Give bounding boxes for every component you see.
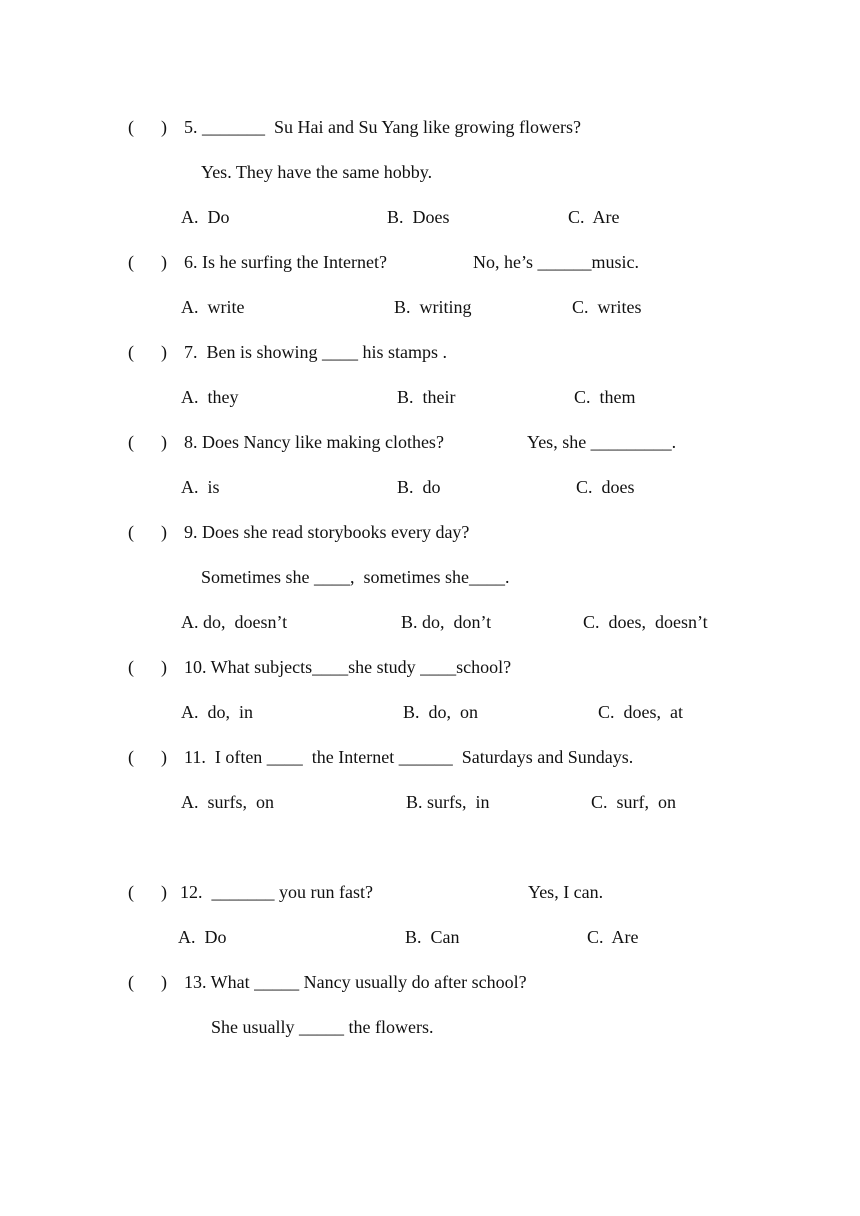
- option-a: A. they: [181, 387, 239, 407]
- option-b: B. surfs, in: [406, 792, 490, 812]
- question-continuation: She usually _____ the flowers.: [211, 1017, 434, 1037]
- answer-bracket[interactable]: ( ): [128, 522, 167, 542]
- option-a: A. do, in: [181, 702, 253, 722]
- option-c: C. Are: [587, 927, 639, 947]
- question-text: 8. Does Nancy like making clothes?: [184, 432, 444, 452]
- question-response: Yes, I can.: [528, 882, 604, 902]
- question-text: 12. _______ you run fast?: [180, 882, 373, 902]
- option-c: C. them: [574, 387, 636, 407]
- answer-bracket[interactable]: ( ): [128, 342, 167, 362]
- answer-bracket[interactable]: ( ): [128, 882, 167, 902]
- answer-bracket[interactable]: ( ): [128, 432, 167, 452]
- question-text: 9. Does she read storybooks every day?: [184, 522, 470, 542]
- question-response: No, he’s ______music.: [473, 252, 639, 272]
- question-response: Yes, she _________.: [527, 432, 677, 452]
- option-c: C. does, at: [598, 702, 683, 722]
- option-a: A. do, doesn’t: [181, 612, 288, 632]
- option-c: C. does, doesn’t: [583, 612, 708, 632]
- option-a: A. Do: [181, 207, 230, 227]
- option-c: C. Are: [568, 207, 620, 227]
- option-b: B. do: [397, 477, 441, 497]
- question-text: 6. Is he surfing the Internet?: [184, 252, 387, 272]
- option-b: B. do, on: [403, 702, 479, 722]
- option-c: C. does: [576, 477, 635, 497]
- option-b: B. their: [397, 387, 456, 407]
- answer-bracket[interactable]: ( ): [128, 747, 167, 767]
- question-text: 10. What subjects____she study ____school?: [184, 657, 512, 677]
- question-continuation: Sometimes she ____, sometimes she____.: [201, 567, 510, 587]
- question-continuation: Yes. They have the same hobby.: [201, 162, 433, 182]
- option-b: B. do, don’t: [401, 612, 492, 632]
- option-c: C. writes: [572, 297, 642, 317]
- question-text: 7. Ben is showing ____ his stamps .: [184, 342, 448, 362]
- option-b: B. Does: [387, 207, 450, 227]
- option-b: B. writing: [394, 297, 472, 317]
- question-text: 5. _______ Su Hai and Su Yang like growing flowers?: [184, 117, 581, 137]
- answer-bracket[interactable]: ( ): [128, 972, 167, 992]
- question-text: 11. I often ____ the Internet ______ Saturdays and Sundays.: [184, 747, 634, 767]
- question-text: 13. What _____ Nancy usually do after school?: [184, 972, 527, 992]
- answer-bracket[interactable]: ( ): [128, 117, 167, 137]
- option-a: A. surfs, on: [181, 792, 274, 812]
- answer-bracket[interactable]: ( ): [128, 657, 167, 677]
- option-a: A. Do: [178, 927, 227, 947]
- answer-bracket[interactable]: ( ): [128, 252, 167, 272]
- option-a: A. is: [181, 477, 220, 497]
- option-a: A. write: [181, 297, 245, 317]
- option-c: C. surf, on: [591, 792, 676, 812]
- option-b: B. Can: [405, 927, 460, 947]
